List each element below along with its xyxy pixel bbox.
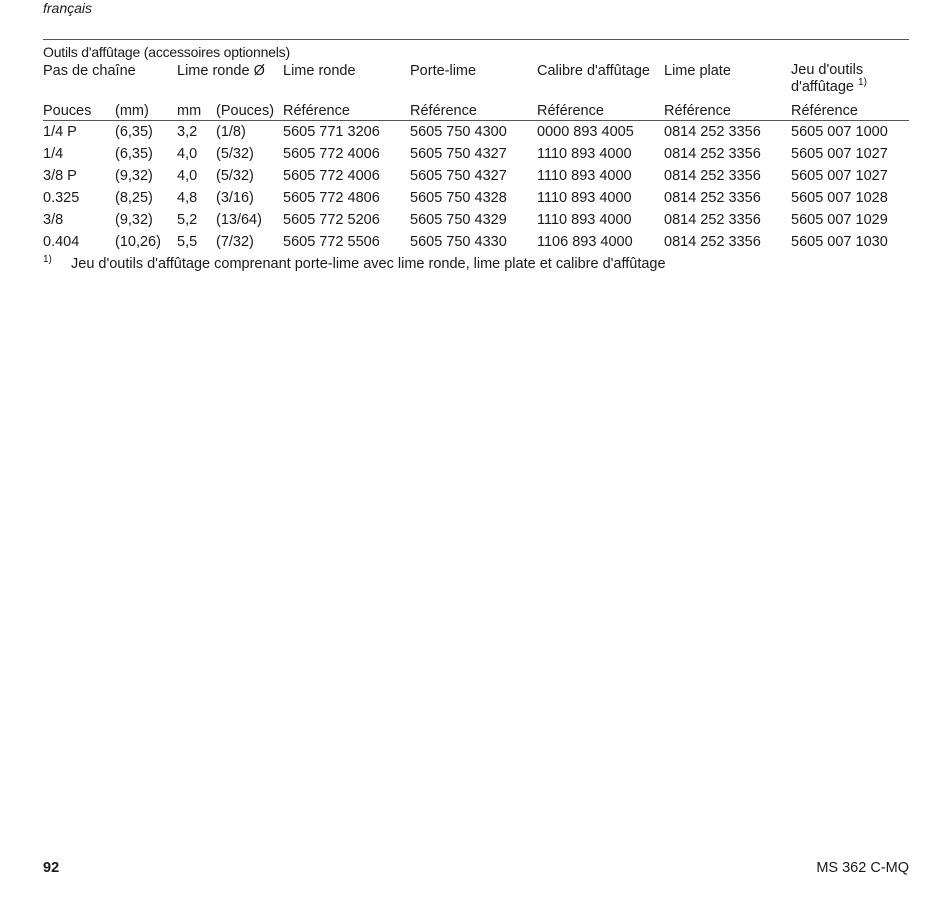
cell-diameter-mm: 4,0: [177, 168, 198, 184]
cell-flat-file-ref: 0814 252 3356: [664, 146, 761, 162]
cell-flat-file-ref: 0814 252 3356: [664, 124, 761, 140]
cell-toolkit-ref: 5605 007 1027: [791, 146, 888, 162]
cell-file-holder-ref: 5605 750 4327: [410, 168, 507, 184]
cell-diameter-mm: 5,5: [177, 234, 198, 250]
header-file-holder: Porte-lime: [410, 63, 477, 79]
cell-flat-file-ref: 0814 252 3356: [664, 212, 761, 228]
header-filing-gauge: Calibre d'affûtage: [537, 63, 650, 79]
cell-filing-gauge-ref: 1110 893 4000: [537, 190, 632, 206]
table-row: [43, 187, 909, 209]
header-unit-mm: mm: [177, 103, 202, 119]
header-unit-mm-paren: (mm): [115, 103, 149, 119]
table-header-row-2: [43, 102, 909, 121]
cell-diameter-mm: 4,0: [177, 146, 198, 162]
cell-filing-gauge-ref: 0000 893 4005: [537, 124, 634, 140]
cell-toolkit-ref: 5605 007 1027: [791, 168, 888, 184]
cell-toolkit-ref: 5605 007 1030: [791, 234, 888, 250]
cell-filing-gauge-ref: 1106 893 4000: [537, 234, 633, 250]
cell-flat-file-ref: 0814 252 3356: [664, 190, 761, 206]
cell-pitch-inch: 0.404: [43, 234, 80, 250]
cell-round-file-ref: 5605 772 4806: [283, 190, 380, 206]
cell-toolkit-ref: 5605 007 1028: [791, 190, 888, 206]
cell-round-file-ref: 5605 772 4006: [283, 146, 380, 162]
language-header: français: [43, 0, 93, 16]
page-number: 92: [43, 860, 60, 876]
cell-diameter-mm: 5,2: [177, 212, 198, 228]
header-reference: Référence: [283, 103, 350, 119]
cell-diameter-mm: 3,2: [177, 124, 198, 140]
cell-pitch-inch: 1/4: [43, 146, 64, 162]
header-toolkit-line1: Jeu d'outils: [791, 62, 864, 78]
cell-flat-file-ref: 0814 252 3356: [664, 234, 761, 250]
cell-filing-gauge-ref: 1110 893 4000: [537, 212, 632, 228]
cell-diameter-mm: 4,8: [177, 190, 198, 206]
cell-pitch-inch: 3/8 P: [43, 168, 77, 184]
header-reference: Référence: [410, 103, 477, 119]
table-row: [43, 231, 909, 253]
cell-pitch-mm: (6,35): [115, 124, 153, 140]
cell-file-holder-ref: 5605 750 4328: [410, 190, 507, 206]
cell-pitch-mm: (8,25): [115, 190, 153, 206]
cell-round-file-ref: 5605 772 5506: [283, 234, 380, 250]
cell-file-holder-ref: 5605 750 4300: [410, 124, 507, 140]
section-top-rule: [43, 39, 909, 40]
header-unit-inch-paren: (Pouces): [216, 103, 275, 119]
cell-diameter-inch: (3/16): [216, 190, 254, 206]
cell-round-file-ref: 5605 772 4006: [283, 168, 380, 184]
header-reference: Référence: [664, 103, 731, 119]
cell-diameter-inch: (7/32): [216, 234, 254, 250]
sharpening-tools-table: [43, 62, 909, 253]
document-model: MS 362 C-MQ: [816, 860, 909, 876]
header-unit-inch: Pouces: [43, 103, 92, 119]
cell-file-holder-ref: 5605 750 4330: [410, 234, 507, 250]
sharpening-tools-section: [43, 39, 909, 273]
cell-round-file-ref: 5605 771 3206: [283, 124, 380, 140]
cell-diameter-inch: (1/8): [216, 124, 246, 140]
cell-file-holder-ref: 5605 750 4327: [410, 146, 507, 162]
cell-filing-gauge-ref: 1110 893 4000: [537, 146, 632, 162]
header-sharpening-toolkit: [791, 62, 909, 102]
header-chain-pitch: Pas de chaîne: [43, 63, 136, 79]
cell-round-file-ref: 5605 772 5206: [283, 212, 380, 228]
cell-file-holder-ref: 5605 750 4329: [410, 212, 507, 228]
footnote-reference: 1): [858, 77, 867, 89]
header-reference: Référence: [791, 103, 858, 119]
table-row: [43, 209, 909, 231]
table-row: [43, 121, 909, 144]
cell-diameter-inch: (5/32): [216, 146, 254, 162]
cell-toolkit-ref: 5605 007 1029: [791, 212, 888, 228]
cell-pitch-inch: 3/8: [43, 212, 64, 228]
cell-diameter-inch: (5/32): [216, 168, 254, 184]
footnote-text: Jeu d'outils d'affûtage comprenant porte-lime avec lime ronde, lime plate et calibre d'affûtage: [71, 256, 666, 272]
cell-pitch-inch: 1/4 P: [43, 124, 77, 140]
cell-pitch-inch: 0.325: [43, 190, 80, 206]
footnote: 1) Jeu d'outils d'affûtage comprenant porte-lime avec lime ronde, lime plate et calibre d'affûtage: [43, 254, 666, 272]
cell-pitch-mm: (9,32): [115, 212, 153, 228]
cell-pitch-mm: (10,26): [115, 234, 161, 250]
cell-filing-gauge-ref: 1110 893 4000: [537, 168, 632, 184]
table-row: [43, 165, 909, 187]
cell-pitch-mm: (9,32): [115, 168, 153, 184]
cell-diameter-inch: (13/64): [216, 212, 262, 228]
cell-pitch-mm: (6,35): [115, 146, 153, 162]
cell-toolkit-ref: 5605 007 1000: [791, 124, 888, 140]
header-round-file-diameter: Lime ronde Ø: [177, 63, 265, 79]
header-toolkit-line2: d'affûtage: [791, 79, 854, 95]
table-row: [43, 143, 909, 165]
header-round-file: Lime ronde: [283, 63, 356, 79]
header-flat-file: Lime plate: [664, 63, 731, 79]
table-header-row-1: [43, 62, 909, 102]
header-reference: Référence: [537, 103, 604, 119]
cell-flat-file-ref: 0814 252 3356: [664, 168, 761, 184]
section-title: Outils d'affûtage (accessoires optionnels): [43, 44, 290, 60]
table-header: [43, 62, 909, 121]
table-body: [43, 121, 909, 254]
